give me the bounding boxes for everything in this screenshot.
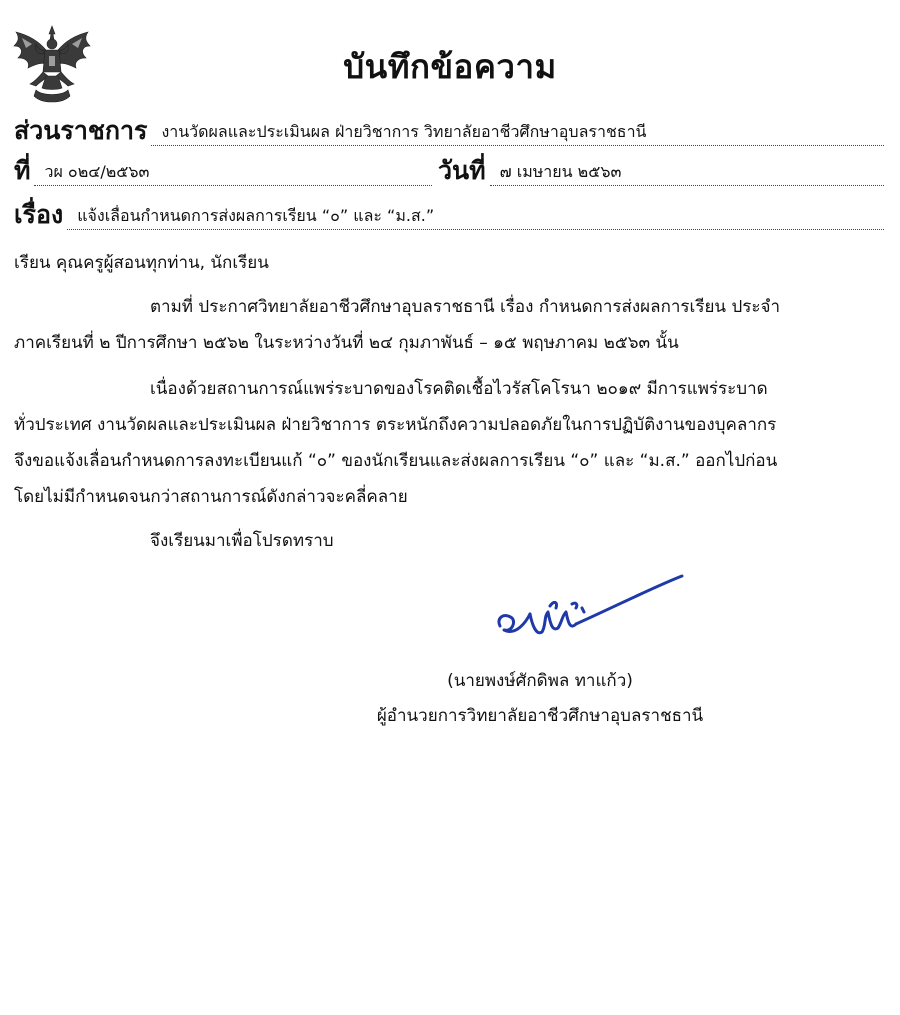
reference-value: วผ ๐๒๔/๒๕๖๓ bbox=[34, 161, 432, 186]
signer-name: (นายพงษ์ศักดิพล ทาแก้ว) bbox=[447, 671, 633, 691]
subject-label: เรื่อง bbox=[14, 200, 64, 229]
closing-text: จึงเรียนมาเพื่อโปรดทราบ bbox=[150, 531, 334, 551]
salutation: เรียน คุณครูผู้สอนทุกท่าน, นักเรียน bbox=[14, 253, 269, 273]
paragraph-2-line-3: จึงขอแจ้งเลื่อนกำหนดการลงทะเบียนแก้ “๐” ของนักเรียนและส่งผลการเรียน “๐” และ “ม.ส.” ออกไปก่อน bbox=[14, 451, 778, 471]
header-date-row bbox=[438, 152, 884, 186]
document-title: บันทึกข้อความ bbox=[343, 47, 557, 86]
reference-label: ที่ bbox=[14, 156, 31, 185]
header-subject-row bbox=[14, 196, 884, 230]
date-value: ๗ เมษายน ๒๕๖๓ bbox=[490, 161, 884, 186]
subject-value: แจ้งเลื่อนกำหนดการส่งผลการเรียน “๐” และ “ม.ส.” bbox=[67, 205, 884, 230]
signer-title: ผู้อำนวยการวิทยาลัยอาชีวศึกษาอุบลราชธานี bbox=[376, 706, 704, 726]
signature-icon bbox=[486, 566, 686, 650]
paragraph-2-line-1: เนื่องด้วยสถานการณ์แพร่ระบาดของโรคติดเชื้อไวรัสโคโรนา ๒๐๑๙ มีการแพร่ระบาด bbox=[150, 379, 768, 399]
header-department-row bbox=[14, 112, 884, 146]
paragraph-1-line-2: ภาคเรียนที่ ๒ ปีการศึกษา ๒๕๖๒ ในระหว่างวันที่ ๒๔ กุมภาพันธ์ – ๑๕ พฤษภาคม ๒๕๖๓ นั้น bbox=[14, 333, 679, 353]
department-value: งานวัดผลและประเมินผล ฝ่ายวิชาการ วิทยาลัยอาชีวศึกษาอุบลราชธานี bbox=[151, 121, 884, 146]
header-reference-row bbox=[14, 152, 432, 186]
department-label: ส่วนราชการ bbox=[14, 116, 148, 145]
paragraph-2-line-2: ทั่วประเทศ งานวัดผลและประเมินผล ฝ่ายวิชาการ ตระหนักถึงความปลอดภัยในการปฏิบัติงานของบุคลากร bbox=[14, 415, 777, 435]
paragraph-1-line-1: ตามที่ ประกาศวิทยาลัยอาชีวศึกษาอุบลราชธานี เรื่อง กำหนดการส่งผลการเรียน ประจำ bbox=[150, 297, 781, 317]
paragraph-2-line-4: โดยไม่มีกำหนดจนกว่าสถานการณ์ดังกล่าวจะคลี่คลาย bbox=[14, 487, 408, 507]
date-label: วันที่ bbox=[438, 156, 486, 185]
